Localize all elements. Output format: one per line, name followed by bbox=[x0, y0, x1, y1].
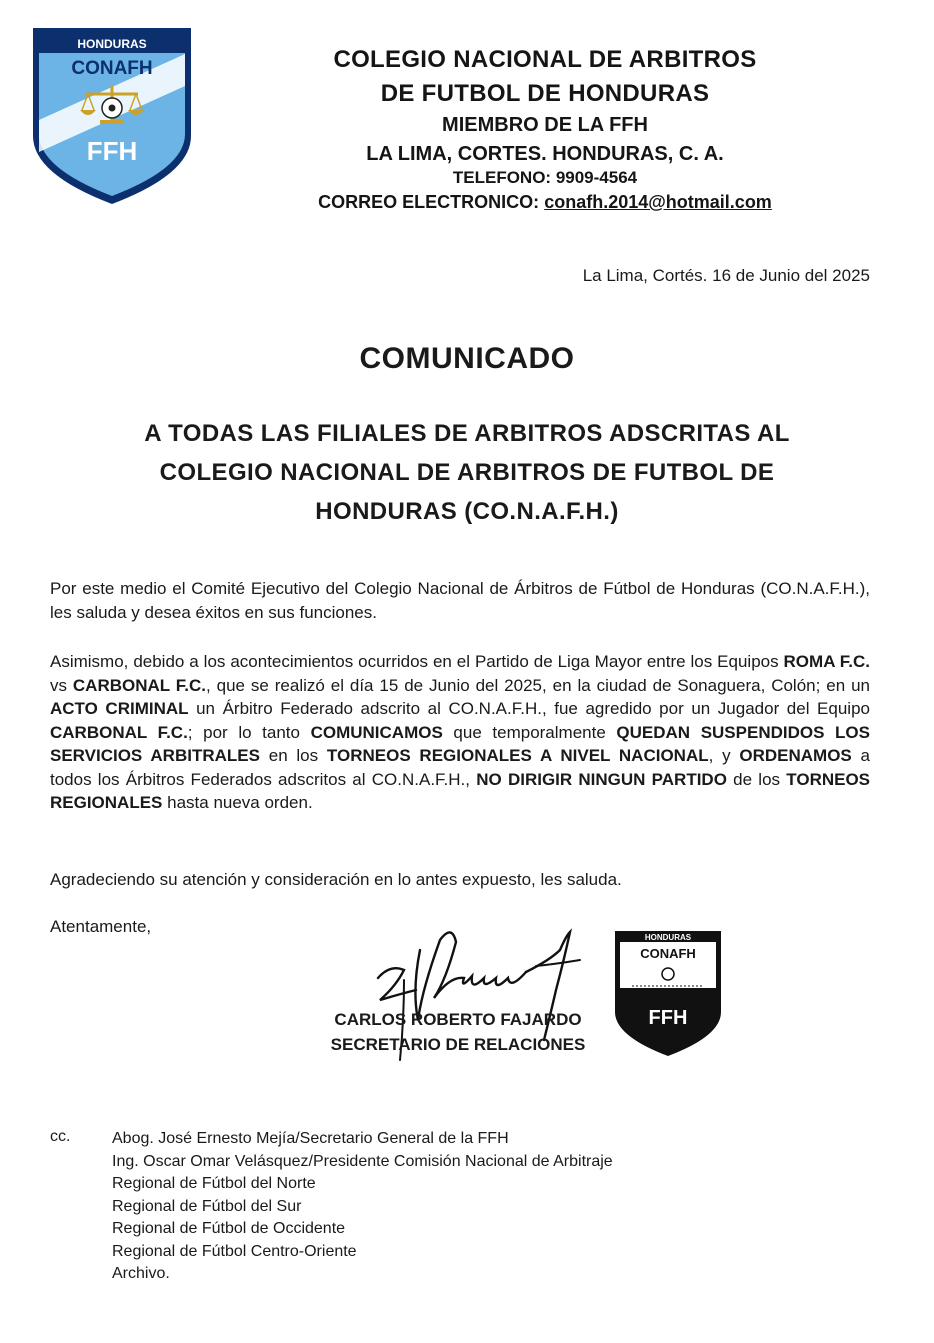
cc-recipient: Archivo. bbox=[112, 1265, 170, 1282]
main-text-6: que temporalmente bbox=[442, 722, 617, 742]
stamp-org: CONAFH bbox=[640, 946, 696, 961]
criminal-act: ACTO CRIMINAL bbox=[50, 699, 189, 718]
signatory-name: CARLOS ROBERTO FAJARDO bbox=[334, 1010, 582, 1029]
main-text-11: hasta nueva orden. bbox=[162, 793, 313, 812]
main-text-3: , que se realizó el día 15 de Junio del 2025, en la ciudad de Sonaguera, Colón; en un bbox=[206, 675, 870, 695]
cc-recipient: Regional de Fútbol del Sur bbox=[112, 1197, 302, 1215]
header-line-2: DE FUTBOL DE HONDURAS bbox=[380, 80, 710, 107]
addressee-line-2: COLEGIO NACIONAL DE ARBITROS DE FUTBOL DE bbox=[159, 459, 775, 486]
shield-icon bbox=[30, 24, 194, 206]
stamp-country: HONDURAS bbox=[644, 933, 692, 942]
communicate: COMUNICAMOS bbox=[310, 722, 443, 742]
services-suspended: QUEDAN SUSPENDIDOS LOS SERVICIOS ARBITRALES bbox=[50, 722, 870, 765]
order: ORDENAMOS bbox=[739, 746, 852, 765]
main-text-4: un Árbitro Federado adscrito al CO.N.A.F.H., fue agredido por un Jugador del Equipo bbox=[188, 699, 870, 718]
do-not-officiate: NO DIRIGIR NINGUN PARTIDO bbox=[476, 769, 727, 789]
conafh-logo bbox=[30, 24, 194, 206]
main-paragraph bbox=[50, 650, 870, 815]
team-carbonal: CARBONAL F.C. bbox=[72, 675, 206, 695]
main-text-5: ; por lo tanto bbox=[187, 722, 311, 742]
cc-recipient: Regional de Fútbol de Occidente bbox=[112, 1220, 346, 1237]
header-line-1: COLEGIO NACIONAL DE ARBITROS bbox=[333, 46, 757, 73]
signatory-position: SECRETARIO DE RELACIONES bbox=[330, 1035, 586, 1054]
stamp-federation: FFH bbox=[648, 1007, 688, 1029]
main-text-9: a todos los Árbitros Federados adscritos al CO.N.A.F.H., bbox=[50, 746, 871, 789]
header-address: LA LIMA, CORTES. HONDURAS, C. A. bbox=[366, 143, 724, 165]
main-text-2: vs bbox=[50, 675, 73, 695]
addressee-line-1: A TODAS LAS FILIALES DE ARBITROS ADSCRITAS AL bbox=[144, 420, 790, 447]
cc-list bbox=[112, 1128, 613, 1286]
header-email-line bbox=[240, 192, 850, 213]
addressee-heading bbox=[40, 414, 894, 531]
document-date: La Lima, Cortés. 16 de Junio del 2025 bbox=[582, 266, 870, 285]
email-link[interactable]: conafh.2014@hotmail.com bbox=[544, 192, 772, 212]
cc-recipient: Regional de Fútbol Centro-Oriente bbox=[112, 1242, 357, 1260]
header-phone: TELEFONO: 9909-4564 bbox=[452, 168, 638, 187]
addressee-line-3: HONDURAS (CO.N.A.F.H.) bbox=[315, 498, 619, 525]
email-label: CORREO ELECTRONICO: bbox=[318, 192, 540, 212]
logo-org: CONAFH bbox=[71, 58, 153, 79]
stamp-icon bbox=[612, 928, 724, 1058]
header-line-3: MIEMBRO DE LA FFH bbox=[442, 114, 648, 136]
thanks-paragraph: Agradeciendo su atención y consideración en lo antes expuesto, les saluda. bbox=[50, 870, 622, 889]
main-text-10: de los bbox=[726, 769, 787, 789]
logo-country: HONDURAS bbox=[77, 37, 147, 51]
cc-label: cc. bbox=[50, 1128, 71, 1145]
cc-recipient: Ing. Oscar Omar Velásquez/Presidente Comisión Nacional de Arbitraje bbox=[112, 1152, 613, 1170]
cc-recipient: Abog. José Ernesto Mejía/Secretario General de la FFH bbox=[112, 1130, 509, 1147]
main-text-8: , y bbox=[708, 746, 740, 765]
document-title: COMUNICADO bbox=[359, 342, 575, 375]
conafh-stamp bbox=[612, 928, 724, 1058]
team-roma: ROMA F.C. bbox=[783, 652, 870, 671]
team-carbonal-2: CARBONAL F.C. bbox=[50, 722, 188, 742]
main-text-7: en los bbox=[259, 746, 327, 765]
closing: Atentamente, bbox=[50, 917, 152, 936]
logo-federation: FFH bbox=[86, 136, 138, 166]
greeting-paragraph: Por este medio el Comité Ejecutivo del Colegio Nacional de Árbitros de Fútbol de Honduras (CO.N.A.F.H.), les saluda y desea éxitos en sus funciones. bbox=[50, 579, 870, 622]
regional-tournaments: TORNEOS REGIONALES bbox=[50, 769, 871, 812]
cc-recipient: Regional de Fútbol del Norte bbox=[112, 1175, 316, 1192]
national-tournaments: TORNEOS REGIONALES A NIVEL NACIONAL bbox=[326, 746, 709, 765]
main-text-1: Asimismo, debido a los acontecimientos ocurridos en el Partido de Liga Mayor entre los Equipos bbox=[50, 652, 784, 671]
